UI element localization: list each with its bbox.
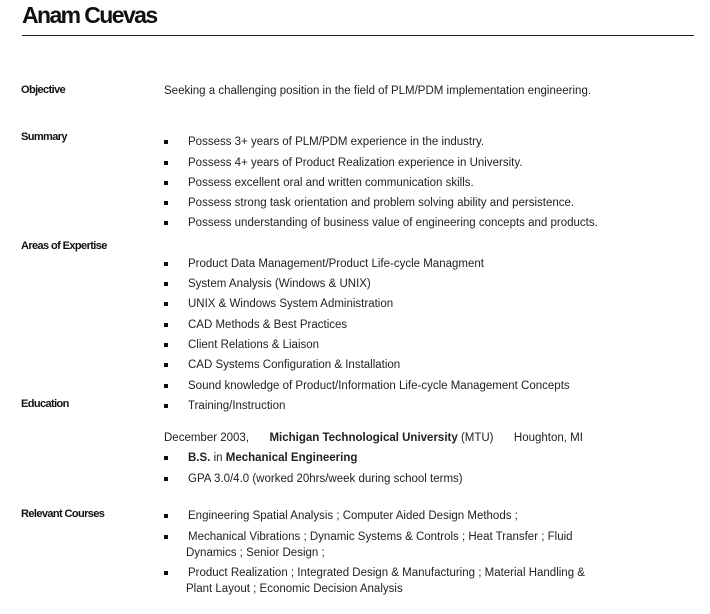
- course-item: Mechanical Vibrations ; Dynamic Systems & Controls ; Heat Transfer ; Fluid: [188, 531, 573, 543]
- education-gpa: GPA 3.0/4.0 (worked 20hrs/week during school terms): [188, 473, 463, 485]
- bullet-icon: [164, 456, 168, 460]
- summary-item: Possess excellent oral and written communication skills.: [188, 177, 474, 189]
- degree-field: Mechanical Engineering: [225, 452, 358, 464]
- expertise-item: Product Data Management/Product Life-cycle Managment: [188, 258, 484, 270]
- education-school-abbr: (MTU): [460, 432, 494, 444]
- course-item: Product Realization ; Integrated Design & Manufacturing ; Material Handling &: [188, 567, 585, 579]
- bullet-icon: [164, 384, 168, 388]
- bullet-icon: [164, 201, 168, 205]
- expertise-item: Training/Instruction: [188, 400, 286, 412]
- education-date: December 2003,: [164, 432, 250, 444]
- bullet-icon: [164, 140, 168, 144]
- section-label-education: Education: [21, 398, 69, 410]
- education-location: Houghton, MI: [513, 432, 583, 444]
- bullet-icon: [164, 343, 168, 347]
- objective-text: Seeking a challenging position in the field of PLM/PDM implementation engineering.: [164, 85, 592, 97]
- expertise-item: CAD Systems Configuration & Installation: [188, 359, 401, 371]
- expertise-item: Sound knowledge of Product/Information Life-cycle Management Concepts: [188, 380, 570, 392]
- education-degree: [188, 450, 357, 466]
- education-line: [164, 432, 583, 444]
- header-divider: [22, 35, 694, 36]
- section-label-expertise: Areas of Expertise: [21, 240, 107, 252]
- course-item: Engineering Spatial Analysis ; Computer Aided Design Methods ;: [188, 510, 518, 522]
- bullet-icon: [164, 181, 168, 185]
- bullet-icon: [164, 477, 168, 481]
- expertise-item: UNIX & Windows System Administration: [188, 298, 394, 310]
- bullet-icon: [164, 323, 168, 327]
- bullet-icon: [164, 514, 168, 518]
- resume-name: Anam Cuevas: [22, 2, 157, 28]
- summary-item: Possess strong task orientation and problem solving ability and persistence.: [188, 197, 575, 209]
- section-label-objective: Objective: [21, 84, 66, 96]
- summary-item: Possess understanding of business value of engineering concepts and products.: [188, 217, 598, 229]
- bullet-icon: [164, 535, 168, 539]
- course-item-continued: Plant Layout ; Economic Decision Analysis: [186, 583, 403, 595]
- summary-item: Possess 3+ years of PLM/PDM experience in the industry.: [188, 136, 485, 148]
- education-school: Michigan Technological University: [269, 432, 458, 444]
- bullet-icon: [164, 262, 168, 266]
- bullet-icon: [164, 221, 168, 225]
- degree-in: in: [213, 452, 223, 464]
- bullet-icon: [164, 571, 168, 575]
- course-item-continued: Dynamics ; Senior Design ;: [186, 547, 325, 559]
- section-label-courses: Relevant Courses: [21, 508, 105, 520]
- bullet-icon: [164, 282, 168, 286]
- bullet-icon: [164, 302, 168, 306]
- summary-item: Possess 4+ years of Product Realization experience in University.: [188, 157, 523, 169]
- bullet-icon: [164, 363, 168, 367]
- expertise-item: Client Relations & Liaison: [188, 339, 320, 351]
- bullet-icon: [164, 161, 168, 165]
- degree-prefix: B.S.: [188, 452, 211, 464]
- expertise-item: System Analysis (Windows & UNIX): [188, 278, 371, 290]
- section-label-summary: Summary: [21, 131, 67, 143]
- expertise-item: CAD Methods & Best Practices: [188, 319, 348, 331]
- bullet-icon: [164, 404, 168, 408]
